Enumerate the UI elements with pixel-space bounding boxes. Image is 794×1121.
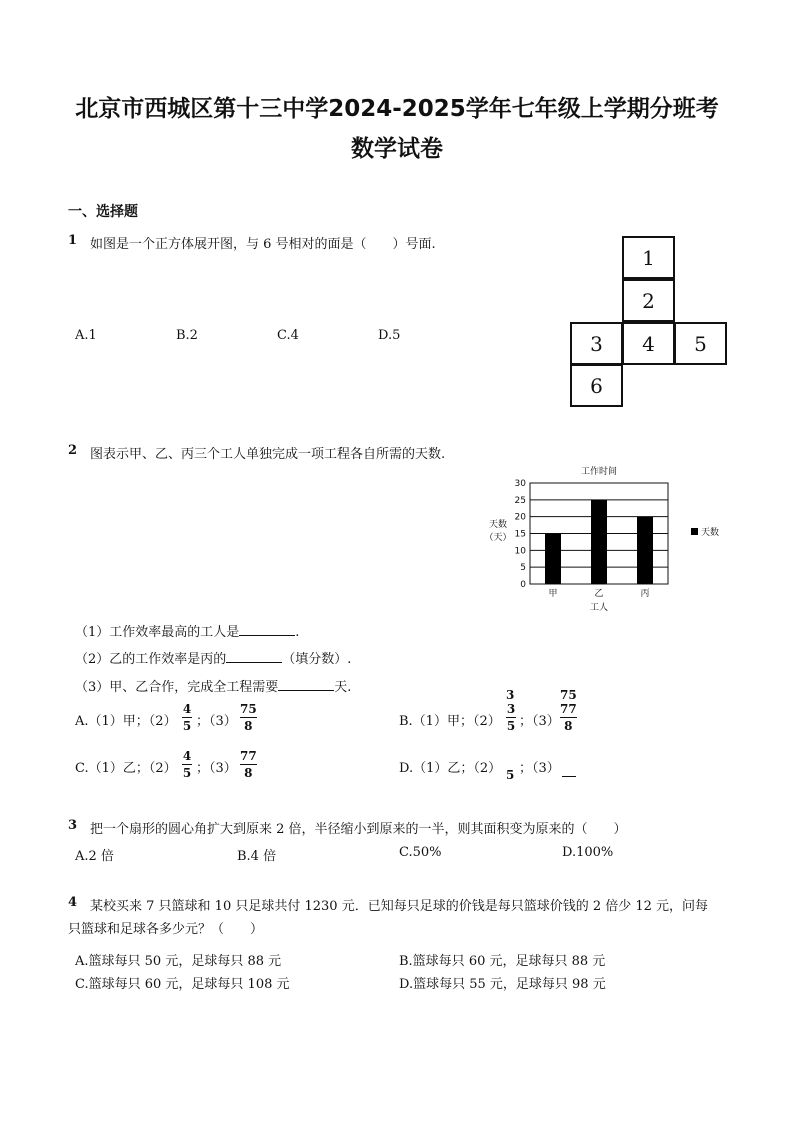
y-tick-label: 10: [514, 546, 526, 557]
y-tick-label: 0: [520, 580, 526, 590]
fraction: 4 5: [182, 702, 192, 733]
q4-option-d[interactable]: D.篮球每只 55 元，足球每只 98 元: [399, 977, 606, 992]
fraction: 75 8: [240, 702, 257, 733]
legend-label: 天数: [701, 528, 720, 538]
x-tick-label: 乙: [594, 589, 604, 599]
cube-face-4: 4: [622, 322, 675, 365]
y-tick-label: 15: [514, 529, 526, 540]
cube-face-2: 2: [622, 279, 675, 322]
legend-swatch: [691, 528, 698, 535]
q3-option-c[interactable]: C.50%: [399, 845, 442, 860]
q2-sub1: （1）工作效率最高的工人是 .: [75, 625, 300, 640]
work-time-bar-chart: [480, 460, 740, 620]
q1-text: 如图是一个正方体展开图，与 6 号相对的面是（ ）号面.: [90, 237, 436, 252]
chart-ylabel-line2: （天）: [484, 533, 512, 543]
x-tick-label: 丙: [640, 589, 650, 599]
chart-title: 工作时间: [580, 467, 618, 477]
page-subtitle: 数学试卷: [351, 136, 443, 162]
page-title: 北京市西城区第十三中学2024-2025学年七年级上学期分班考: [75, 96, 719, 122]
q1-option-c[interactable]: C.4: [277, 328, 299, 343]
fraction: 77 8: [560, 702, 577, 733]
bar-乙: [591, 500, 607, 584]
y-tick-label: 25: [514, 495, 526, 506]
chart-xlabel: 工人: [589, 603, 609, 613]
bar-甲: [545, 534, 561, 585]
cube-face-3: 3: [570, 322, 623, 365]
q3-option-b[interactable]: B.4 倍: [237, 849, 277, 864]
q3-number: 3: [68, 818, 78, 833]
section-heading: 一、选择题: [68, 204, 138, 220]
y-tick-label: 5: [520, 563, 526, 574]
cube-face-1: 1: [622, 236, 675, 279]
bar-丙: [637, 517, 653, 584]
q4-option-b[interactable]: B.篮球每只 60 元，足球每只 88 元: [399, 954, 606, 969]
q2-number: 2: [68, 443, 78, 458]
q3-text: 把一个扇形的圆心角扩大到原来 2 倍，半径缩小到原来的一半，则其面积变为原来的（ ）: [90, 822, 627, 837]
q2-sub3: （3）甲、乙合作，完成全工程需要 天.: [75, 680, 352, 695]
q1-option-a[interactable]: A.1: [75, 328, 97, 343]
q4-option-c[interactable]: C.篮球每只 60 元，足球每只 108 元: [75, 977, 290, 992]
fraction-bar: [562, 776, 576, 777]
fraction: 3 5: [506, 702, 516, 733]
x-tick-label: 甲: [548, 589, 558, 599]
q1-option-b[interactable]: B.2: [176, 328, 198, 343]
y-tick-label: 30: [514, 479, 526, 489]
q2-text: 图表示甲、乙、丙三个工人单独完成一项工程各自所需的天数.: [90, 447, 446, 462]
cube-face-6: 6: [570, 364, 623, 407]
q4-text-line2: 只篮球和足球各多少元？（ ）: [68, 922, 264, 937]
q4-text-line1: 某校买来 7 只篮球和 10 只足球共付 1230 元．已知每只足球的价钱是每只篮球价钱的 2 倍少 12 元，问每: [90, 899, 709, 914]
chart-ylabel-line1: 天数: [488, 520, 508, 530]
cube-face-5: 5: [674, 322, 727, 365]
y-tick-label: 20: [514, 512, 526, 523]
q4-number: 4: [68, 895, 78, 910]
fraction: 77 8: [240, 749, 257, 780]
q1-option-d[interactable]: D.5: [378, 328, 401, 343]
q2-sub2: （2）乙的工作效率是丙的 （填分数）.: [75, 652, 352, 667]
fraction: 4 5: [182, 749, 192, 780]
q3-option-a[interactable]: A.2 倍: [75, 849, 114, 864]
q3-option-d[interactable]: D.100%: [562, 845, 614, 860]
q4-option-a[interactable]: A.篮球每只 50 元，足球每只 88 元: [75, 954, 282, 969]
q1-number: 1: [68, 233, 78, 248]
